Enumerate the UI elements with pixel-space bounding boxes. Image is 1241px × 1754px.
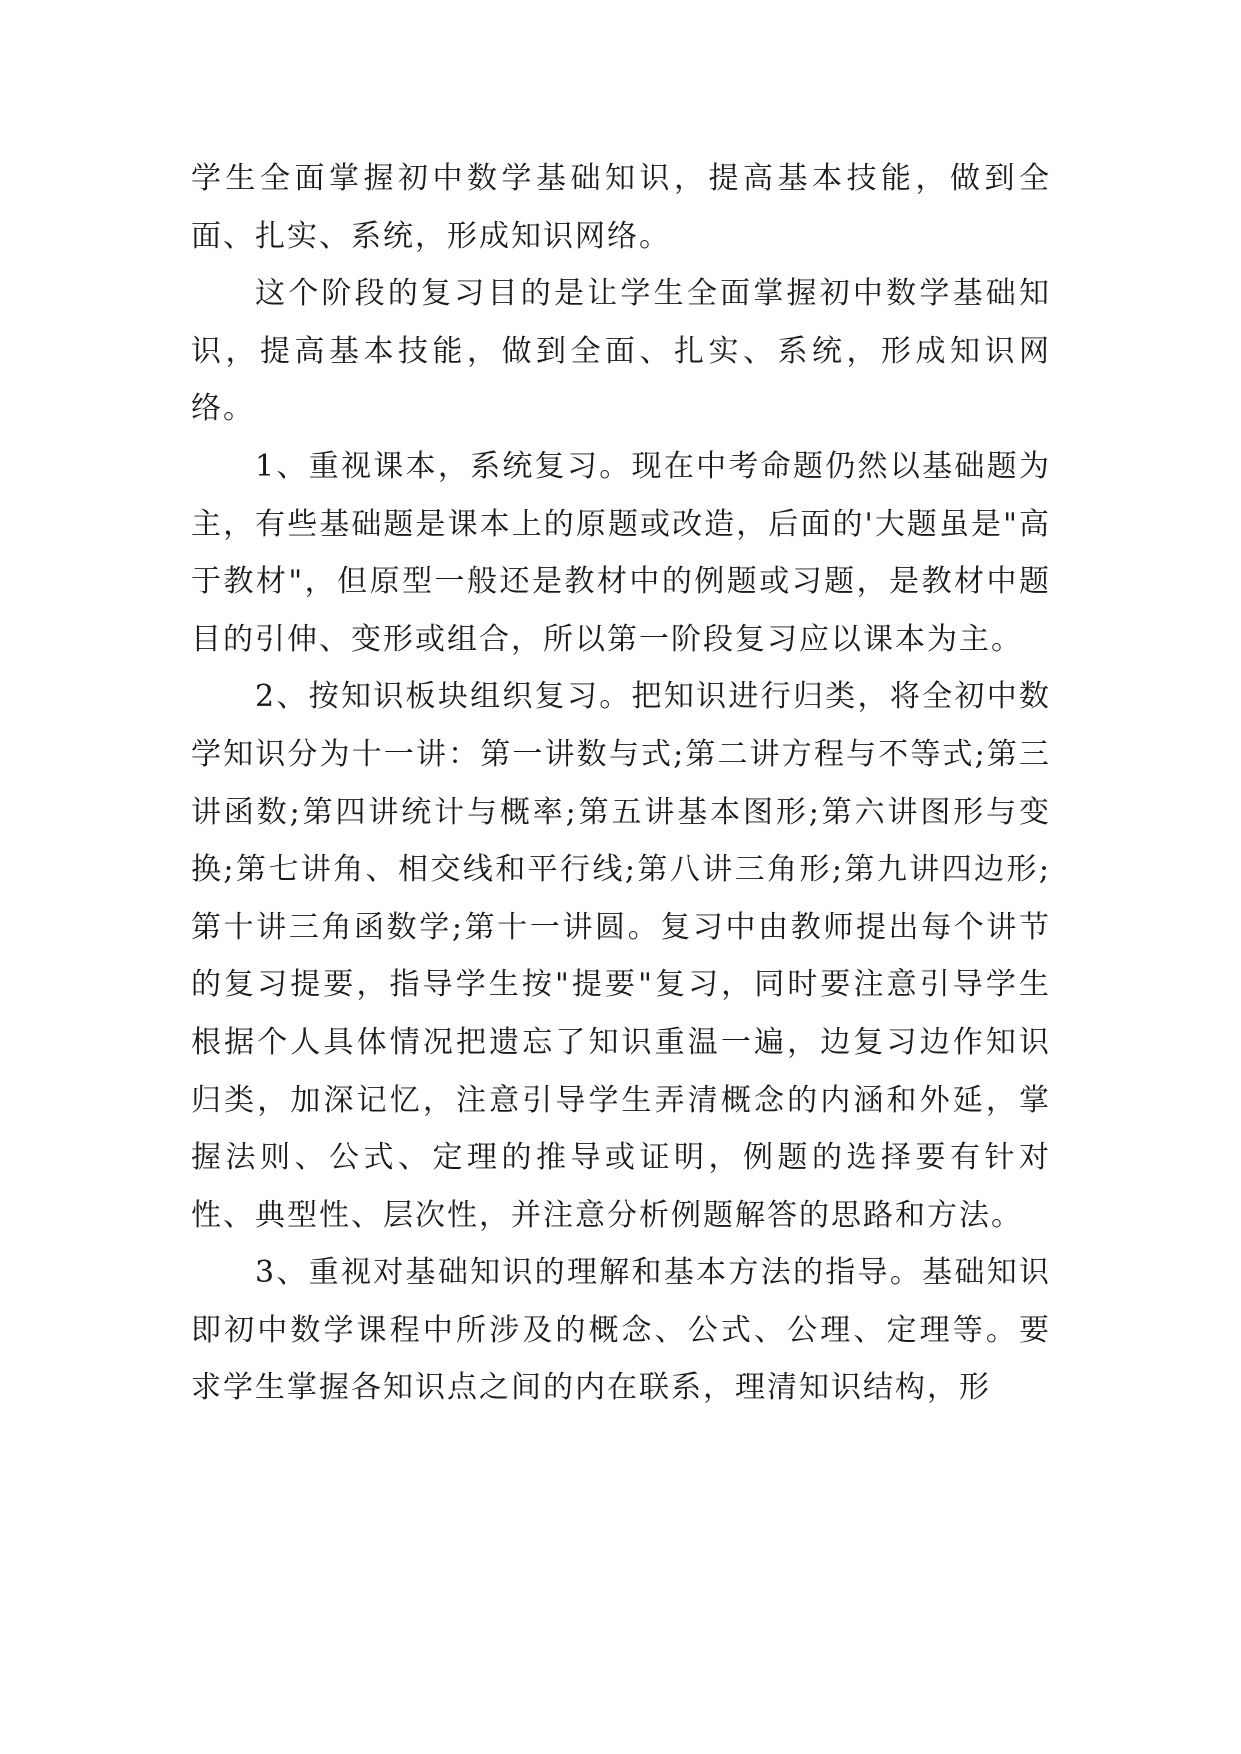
paragraph-review-goal: 这个阶段的复习目的是让学生全面掌握初中数学基础知识，提高基本技能，做到全面、扎实、系统，形成知识网络。 xyxy=(191,276,1051,427)
paragraph-continuation: 学生全面掌握初中数学基础知识，提高基本技能，做到全面、扎实、系统，形成知识网络。 xyxy=(191,161,1051,254)
paragraph-point-2: 2、按知识板块组织复习。把知识进行归类，将全初中数学知识分为十一讲：第一讲数与式;第二讲方程与不等式;第三讲函数;第四讲统计与概率;第五讲基本图形;第六讲图形与变换;第七讲角、相交线和平行线;第八讲三角形;第九讲四边形;第十讲三角函数学;第十一讲圆。复习中由教师提出每个讲节的复习提要，指导学生按"提要"复习，同时要注意引导学生根据个人具体情况把遗忘了知识重温一遍，边复习边作知识归类，加深记忆，注意引导学生弄清概念的内涵和外延，掌握法则、公式、定理的推导或证明，例题的选择要有针对性、典型性、层次性，并注意分析例题解答的思路和方法。 xyxy=(191,679,1051,1233)
document-body xyxy=(191,150,1051,1417)
paragraph-point-3: 3、重视对基础知识的理解和基本方法的指导。基础知识即初中数学课程中所涉及的概念、公式、公理、定理等。要求学生掌握各知识点之间的内在联系，理清知识结构，形 xyxy=(191,1255,1051,1406)
paragraph-point-1: 1、重视课本，系统复习。现在中考命题仍然以基础题为主，有些基础题是课本上的原题或改造，后面的'大题虽是"高于教材"，但原型一般还是教材中的例题或习题，是教材中题目的引伸、变形或组合，所以第一阶段复习应以课本为主。 xyxy=(191,448,1051,657)
